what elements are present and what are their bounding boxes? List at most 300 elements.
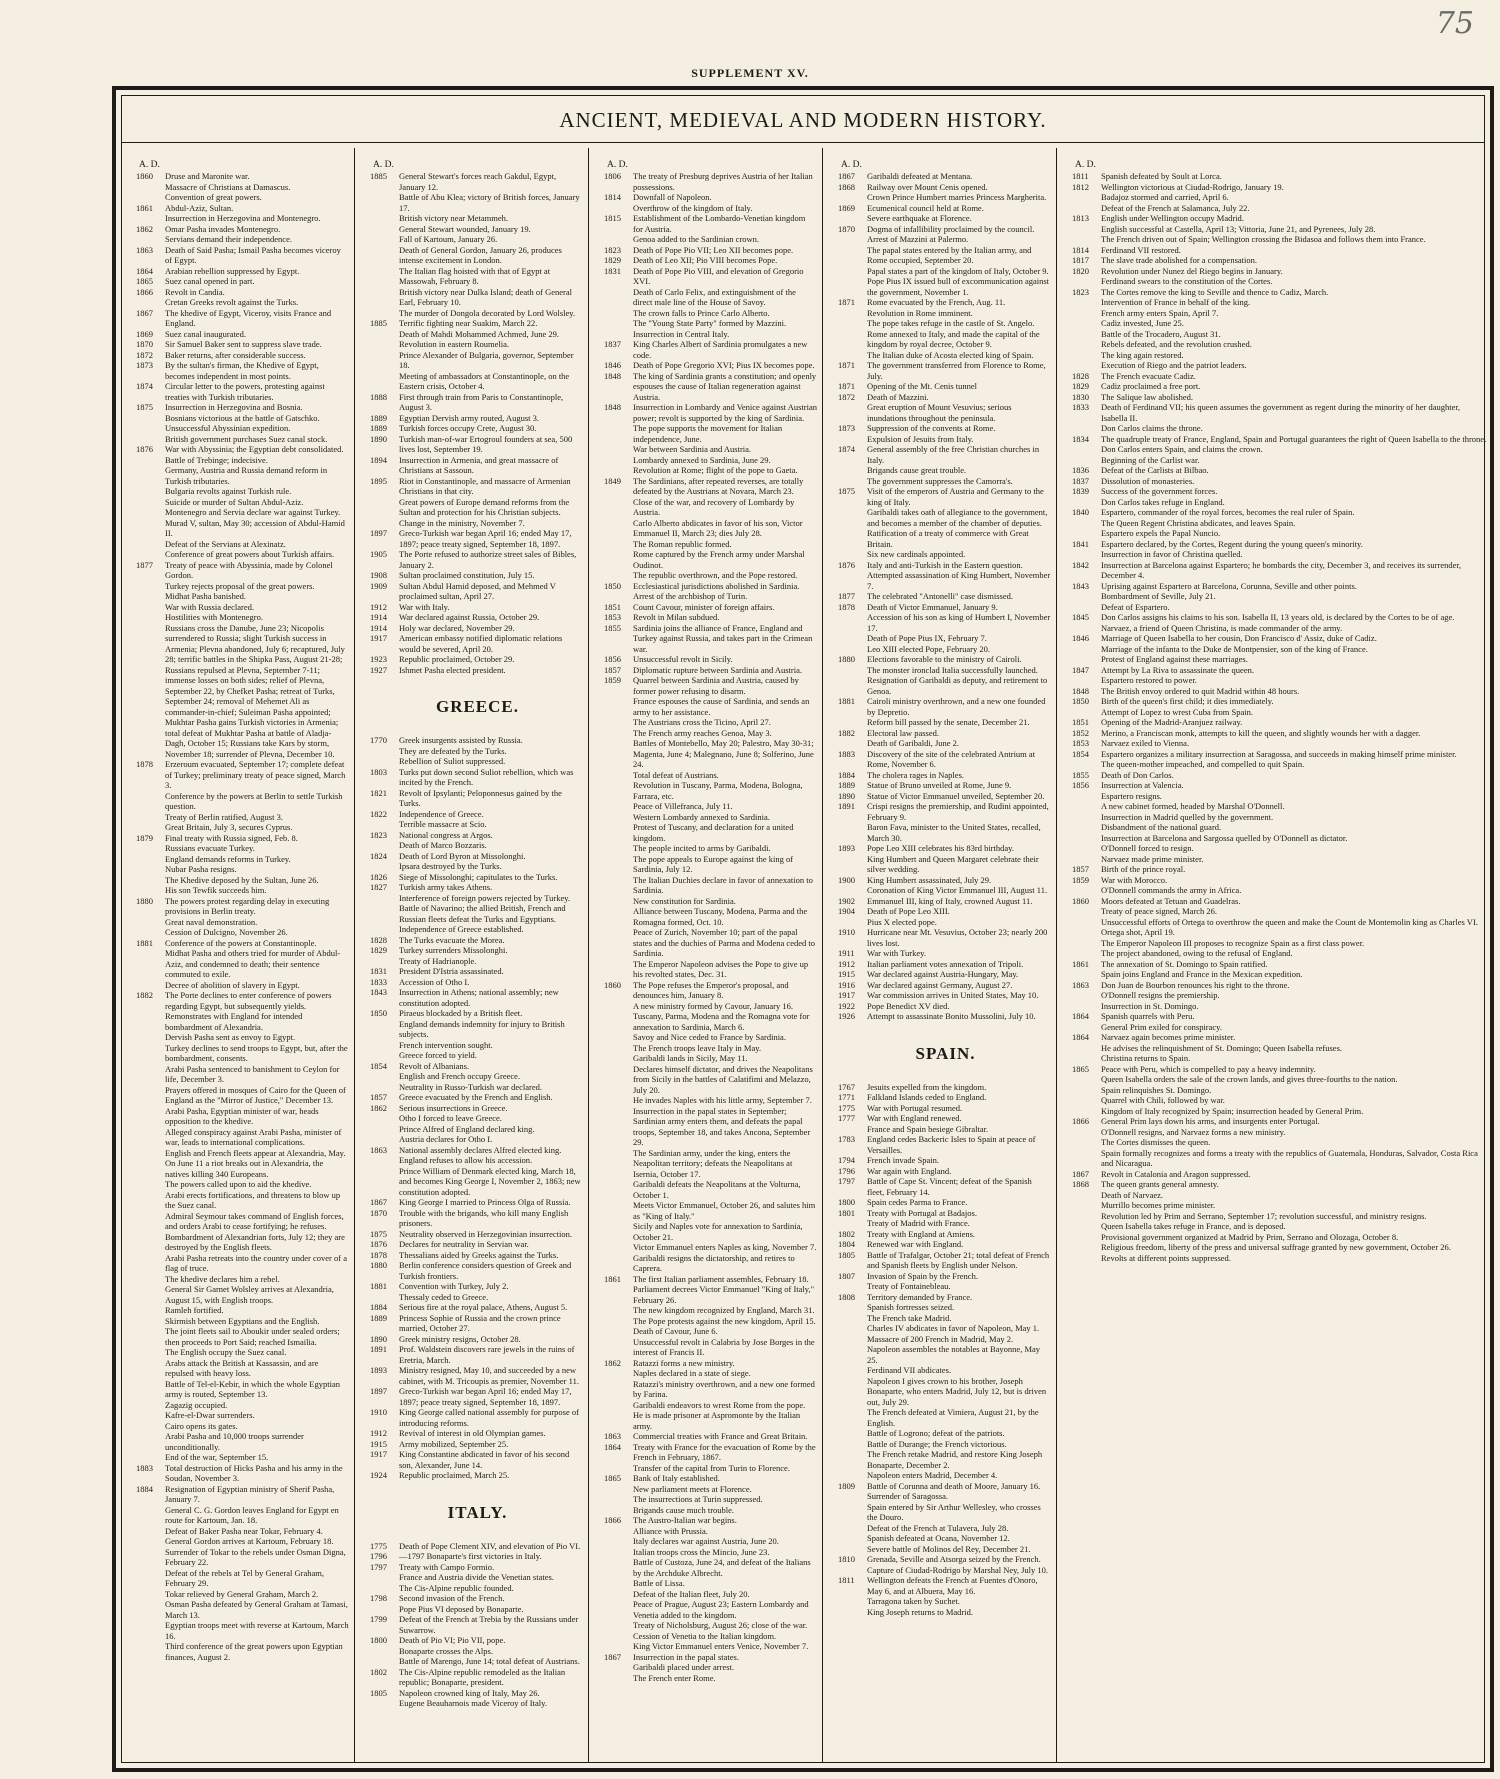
- entry-year: 1870: [838, 223, 855, 234]
- history-entry: [370, 1572, 585, 1583]
- entry-year: [370, 1604, 397, 1615]
- history-entry: [1072, 1169, 1489, 1180]
- history-entry: [136, 759, 351, 791]
- entry-year: [1072, 497, 1099, 508]
- entry-text: Murad V, sultan, May 30; accession of Abdul-Hamid II.: [165, 517, 345, 538]
- history-entry: [604, 266, 819, 287]
- entry-year: 1799: [370, 1614, 387, 1624]
- entry-text: Treaty of Madrid with France.: [867, 1218, 970, 1228]
- history-entry: [136, 339, 351, 350]
- entry-text: Erzeroum evacuated, September 17; complete defeat of Turkey; preliminary treaty of peace signed, March 3.: [165, 759, 346, 790]
- entry-year: [604, 1505, 631, 1516]
- entry-text: The queen grants general amnesty.: [1101, 1179, 1219, 1189]
- entry-text: Defeat of the French at Tulavera, July 28.: [867, 1522, 1009, 1533]
- entry-year: [604, 896, 631, 907]
- entry-text: French army enters Spain, April 7.: [1101, 307, 1219, 318]
- entry-year: 1822: [370, 808, 387, 819]
- history-entry: [604, 1473, 819, 1484]
- entry-year: 1867: [136, 307, 153, 318]
- entry-year: 1771: [838, 1092, 855, 1102]
- history-entry: [370, 861, 585, 872]
- history-entry: [838, 245, 1053, 266]
- entry-text: Greece forced to yield.: [399, 1050, 477, 1060]
- history-entry: [838, 770, 1053, 781]
- entry-text: Declares himself dictator, and drives the Neapolitans from Sicily in the battles of Calatifimi and Melazzo, July 20.: [633, 1063, 813, 1095]
- entry-year: [838, 318, 865, 329]
- entry-year: [1072, 1242, 1099, 1253]
- history-entry: [604, 213, 819, 234]
- entry-text: Massacre of 200 French in Madrid, May 2.: [867, 1333, 1014, 1344]
- entry-year: [604, 696, 631, 717]
- history-entry: [838, 1124, 1053, 1135]
- history-entry: [370, 1407, 585, 1428]
- history-entry: [136, 1452, 351, 1463]
- entry-text: Revolt of Ipsylanti; Peloponnesus gained by the Turks.: [399, 787, 562, 808]
- entry-year: [370, 350, 397, 371]
- entry-text: The annexation of St. Domingo to Spain ratified.: [1101, 958, 1268, 969]
- history-entry: [136, 1484, 351, 1505]
- entry-text: Defeat of the French at Salamanca, July 22.: [1101, 202, 1250, 213]
- entry-year: 1806: [604, 171, 621, 181]
- entry-text: Spanish defeated by Soult at Lorca.: [1101, 171, 1222, 181]
- history-entry: [1072, 276, 1489, 287]
- entry-text: Treaty of Berlin ratified, August 3.: [165, 811, 283, 822]
- entry-year: [1072, 812, 1099, 823]
- history-entry: [1072, 350, 1489, 361]
- history-entry: [136, 1379, 351, 1400]
- entry-year: 1904: [838, 906, 855, 916]
- entry-year: [136, 1358, 163, 1379]
- history-entry: [370, 1239, 585, 1250]
- entry-text: Napoleon I gives crown to his brother, Joseph Bonaparte, who enters Madrid, July 12, but is driven out, July 29.: [867, 1375, 1047, 1407]
- entry-year: [604, 1043, 631, 1054]
- history-entry: [838, 959, 1053, 970]
- entry-text: Bonaparte crosses the Alps.: [399, 1645, 493, 1656]
- entry-text: Egyptian Dervish army routed, August 3.: [399, 412, 539, 423]
- entry-year: [1072, 1232, 1099, 1243]
- entry-text: Severe earthquake at Florence.: [867, 213, 972, 223]
- entry-year: 1859: [1072, 874, 1089, 885]
- entry-text: Espartero declared, by the Cortes, Regent during the young queen's minority.: [1101, 538, 1363, 549]
- history-entry: [838, 875, 1053, 886]
- history-entry: [136, 486, 351, 497]
- entry-year: [370, 924, 397, 935]
- entry-text: Kafre-el-Dwar surrenders.: [165, 1410, 255, 1420]
- entry-year: 1883: [136, 1462, 153, 1473]
- history-entry: [604, 1578, 819, 1589]
- history-entry: [136, 1505, 351, 1526]
- entry-text: War declared against Austria-Hungary, May.: [867, 969, 1019, 979]
- entry-text: Naples declared in a state of siege.: [633, 1368, 751, 1378]
- entry-year: [838, 1565, 865, 1576]
- entry-text: O'Donnell resigns, and Narvaez forms a new ministry.: [1101, 1126, 1286, 1137]
- entry-text: Invasion of Spain by the French.: [867, 1270, 978, 1281]
- entry-text: Protest of Tuscany, and declaration for a united kingdom.: [633, 822, 794, 843]
- entry-year: [136, 602, 163, 613]
- entry-year: [604, 1662, 631, 1673]
- entry-text: His son Tewfik succeeds him.: [165, 885, 267, 895]
- history-entry: [370, 1688, 585, 1699]
- entry-year: 1796: [838, 1165, 855, 1176]
- entry-text: Elections favorable to the ministry of Cairoli.: [867, 654, 1022, 664]
- history-entry: [604, 591, 819, 602]
- history-entry: [370, 1019, 585, 1040]
- entry-year: [604, 1106, 631, 1148]
- entry-text: Death of Narvaez.: [1101, 1189, 1164, 1200]
- entry-year: 1860: [604, 979, 621, 990]
- entry-text: Defeat of Baker Pasha near Tokar, February 4.: [165, 1525, 323, 1536]
- entry-year: [136, 623, 163, 760]
- entry-year: 1851: [1072, 717, 1089, 727]
- entry-text: England demands reforms in Turkey.: [165, 853, 291, 864]
- entry-year: [838, 1449, 865, 1470]
- entry-year: [370, 1646, 397, 1657]
- history-entry: [370, 746, 585, 757]
- entry-text: Baron Fava, minister to the United States, recalled, March 30.: [867, 822, 1041, 843]
- history-entry: [370, 1562, 585, 1573]
- entry-year: [1072, 822, 1099, 833]
- history-entry: [136, 1190, 351, 1211]
- entry-year: [370, 1040, 397, 1051]
- entry-text: War again with England.: [867, 1165, 952, 1176]
- entry-text: Ortega shot, April 19.: [1101, 927, 1175, 937]
- entry-text: Meeting of ambassadors at Constantinople, on the Eastern crisis, October 4.: [399, 370, 570, 391]
- entry-text: Greco-Turkish war began April 16; ended May 17, 1897; peace treaty signed, September 18, 1897.: [399, 528, 572, 549]
- entry-text: Princess Sophie of Russia and the crown prince married, October 27.: [399, 1312, 561, 1333]
- entry-year: 1823: [1072, 286, 1089, 297]
- entry-year: 1802: [838, 1228, 855, 1239]
- entry-year: [1072, 885, 1099, 896]
- entry-text: Ratification of a treaty of commerce with Great Britain.: [867, 528, 1029, 549]
- entry-year: [604, 1032, 631, 1043]
- history-entry: [838, 665, 1053, 676]
- entry-text: The Khedive deposed by the Sultan, June 26.: [165, 874, 319, 885]
- entry-year: [370, 861, 397, 872]
- entry-text: Ministry resigned, May 10, and succeeded by a new cabinet, with M. Tricoupis as premier, November 11.: [399, 1365, 579, 1386]
- entry-year: 1882: [136, 990, 153, 1000]
- entry-year: [838, 675, 865, 696]
- entry-year: 1867: [604, 1651, 621, 1662]
- entry-year: [838, 266, 865, 277]
- entry-text: Holy war declared, November 29.: [399, 622, 515, 633]
- history-entry: [1072, 1043, 1489, 1054]
- page-title: ANCIENT, MEDIEVAL AND MODERN HISTORY.: [559, 108, 1047, 132]
- entry-year: 1891: [838, 801, 855, 811]
- entry-text: Crown Prince Humbert marries Princess Margherita.: [867, 192, 1047, 202]
- entry-text: Conference of great powers about Turkish affairs.: [165, 549, 335, 559]
- history-entry: [604, 1053, 819, 1064]
- history-entry: [1072, 381, 1489, 392]
- entry-text: British victory near Dulka Island; death of General Earl, February 10.: [399, 286, 573, 307]
- entry-text: Territory demanded by France.: [867, 1291, 973, 1302]
- entry-year: 1865: [1072, 1063, 1089, 1074]
- entry-year: [838, 717, 865, 728]
- entry-year: 1876: [136, 444, 153, 454]
- entry-text: Turkey rejects proposal of the great powers.: [165, 580, 315, 591]
- history-entry: [136, 1232, 351, 1253]
- history-entry: [838, 1271, 1053, 1282]
- entry-year: 1871: [838, 297, 855, 307]
- entry-text: Terrible massacre at Scio.: [399, 819, 487, 829]
- history-entry: [370, 287, 585, 308]
- entry-year: 1889: [370, 423, 387, 433]
- entry-year: 1868: [838, 181, 855, 192]
- entry-text: American embassy notified diplomatic relations would be severed, April 20.: [399, 633, 563, 654]
- history-entry: [604, 1242, 819, 1253]
- entry-year: 1923: [370, 654, 387, 664]
- history-entry: [838, 381, 1053, 392]
- history-entry: [604, 1284, 819, 1305]
- entry-text: Defeat of the Carlists at Bilbao.: [1101, 465, 1209, 475]
- history-entry: [136, 203, 351, 214]
- entry-text: Six new cardinals appointed.: [867, 549, 966, 559]
- entry-text: Revolts at different points suppressed.: [1101, 1252, 1231, 1263]
- entry-text: English and French occupy Greece.: [399, 1071, 521, 1081]
- entry-text: The pope appeals to Europe against the king of Sardinia, July 12.: [633, 853, 794, 874]
- history-entry: [604, 1337, 819, 1358]
- entry-year: [370, 1113, 397, 1124]
- entry-year: [604, 1148, 631, 1180]
- entry-text: The slave trade abolished for a compensation.: [1101, 255, 1258, 265]
- history-entry: [604, 539, 819, 550]
- entry-year: 1915: [838, 969, 855, 979]
- history-entry: [604, 959, 819, 980]
- entry-year: [604, 549, 631, 570]
- entry-year: 1852: [1072, 727, 1089, 738]
- entry-year: [1072, 1253, 1099, 1264]
- entry-text: Ishmet Pasha elected president.: [399, 664, 506, 675]
- entry-text: The crown falls to Prince Carlo Alberto.: [633, 307, 770, 318]
- history-entry: [136, 1316, 351, 1327]
- entry-text: Napoleon assembles the notables at Bayonne, May 25.: [867, 1344, 1041, 1365]
- entry-year: [136, 591, 163, 602]
- entry-year: 1897: [370, 1386, 387, 1396]
- entry-text: The Roman republic formed.: [633, 538, 732, 549]
- entry-year: 1827: [370, 882, 387, 892]
- entry-year: [838, 1596, 865, 1607]
- entry-text: Death of Victor Emmanuel, January 9.: [867, 601, 998, 612]
- entry-text: Piraeus blockaded by a British fleet.: [399, 1008, 523, 1018]
- entry-text: Austria declares for Otho I.: [399, 1134, 493, 1144]
- history-entry: [838, 423, 1053, 434]
- history-entry: [604, 1620, 819, 1631]
- history-entry: [370, 1635, 585, 1646]
- entry-year: [370, 339, 397, 350]
- entry-year: [136, 1011, 163, 1032]
- entry-year: [838, 276, 865, 297]
- entry-text: Revolt in Candia.: [165, 286, 225, 297]
- history-entry: [370, 819, 585, 830]
- entry-year: [136, 1589, 163, 1600]
- entry-text: Arabi Pasha retreats into the country under cover of a flag of truce.: [165, 1252, 347, 1273]
- history-entry: [370, 329, 585, 340]
- history-entry: [838, 717, 1053, 728]
- history-entry: [136, 843, 351, 854]
- history-entry: [370, 1260, 585, 1281]
- entry-text: Surrender of Saragossa.: [867, 1491, 948, 1501]
- entry-text: Battle of Trebinge; indecisive.: [165, 454, 268, 465]
- history-entry: [604, 339, 819, 360]
- entry-year: 1874: [136, 381, 153, 391]
- entry-text: Suez canal inaugurated.: [165, 328, 246, 339]
- entry-year: [136, 1641, 163, 1662]
- entry-year: [1072, 759, 1099, 770]
- history-entry: [136, 854, 351, 865]
- entry-year: 1823: [604, 244, 621, 255]
- history-entry: [838, 1218, 1053, 1229]
- entry-text: Treaty of Hadrianople.: [399, 955, 477, 966]
- entry-text: Death of Marco Bozzaris.: [399, 840, 487, 850]
- history-entry: [838, 654, 1053, 665]
- history-entry: [1072, 1095, 1489, 1106]
- entry-text: Don Carlos assigns his claims to his son. Isabella II, 13 years old, is declared by the Cortes to be of age.: [1101, 612, 1455, 622]
- entry-text: Attempt to assassinate Bonito Mussolini, July 10.: [867, 1011, 1036, 1021]
- entry-year: [838, 434, 865, 445]
- entry-year: [1072, 518, 1099, 529]
- history-entry: [1072, 812, 1489, 823]
- history-entry: [370, 945, 585, 956]
- entry-year: [1072, 990, 1099, 1001]
- entry-year: [1072, 1137, 1099, 1148]
- entry-text: First through train from Paris to Constantinople, August 3.: [399, 391, 564, 412]
- entry-text: Second invasion of the French.: [399, 1593, 505, 1603]
- history-entry: [136, 1106, 351, 1127]
- entry-year: [1072, 1106, 1099, 1117]
- history-entry: [136, 192, 351, 203]
- entry-text: Nubar Pasha resigns.: [165, 864, 237, 874]
- history-entry: [838, 612, 1053, 633]
- entry-year: 1833: [1072, 402, 1089, 412]
- entry-text: The joint fleets sail to Aboukir under sealed orders; then proceeds to Port Said; reached Ismailia.: [165, 1326, 340, 1347]
- entry-text: Independence of Greece established.: [399, 924, 524, 934]
- entry-year: [136, 1536, 163, 1547]
- entry-year: 1855: [1072, 769, 1089, 780]
- entry-text: Quarrel with Chili, followed by war.: [1101, 1095, 1225, 1105]
- history-entry: [604, 1274, 819, 1285]
- history-entry: [1072, 633, 1489, 644]
- history-entry: [370, 987, 585, 1008]
- history-entry: [604, 255, 819, 266]
- history-entry: [604, 1505, 819, 1516]
- entry-text: Insurrection in Armenia, and great massacre of Christians at Sassoun.: [399, 454, 559, 475]
- entry-year: [136, 1305, 163, 1316]
- history-entry: [136, 308, 351, 329]
- entry-year: [838, 549, 865, 560]
- entry-text: Conference by the powers at Berlin to settle Turkish question.: [165, 790, 343, 811]
- entry-year: [838, 1218, 865, 1229]
- entry-text: The "Young State Party" formed by Mazzini.: [633, 318, 787, 328]
- history-entry: [604, 1368, 819, 1379]
- entry-year: 1853: [1072, 738, 1089, 748]
- entry-text: Great Britain, July 3, secures Cyprus.: [165, 822, 293, 832]
- entry-year: [370, 840, 397, 851]
- entry-year: 1849: [604, 475, 621, 486]
- history-entry: [838, 549, 1053, 560]
- entry-year: [136, 507, 163, 518]
- entry-year: [136, 465, 163, 486]
- history-entry: [1072, 854, 1489, 865]
- entry-year: 1916: [838, 979, 855, 990]
- entry-year: [370, 224, 397, 235]
- entry-year: [136, 234, 163, 245]
- entry-year: [136, 1043, 163, 1064]
- entry-year: [1072, 203, 1099, 214]
- entry-year: 1833: [370, 976, 387, 987]
- history-entry: [604, 1200, 819, 1221]
- entry-year: [136, 1526, 163, 1537]
- history-entry: [136, 864, 351, 875]
- entry-year: [1072, 675, 1099, 686]
- entry-text: England cedes Backeric Isles to Spain at peace of Versailles.: [867, 1134, 1036, 1155]
- history-entry: [604, 465, 819, 476]
- entry-year: [136, 875, 163, 886]
- entry-year: [838, 402, 865, 423]
- entry-text: Insurrection in Madrid quelled by the government.: [1101, 811, 1274, 822]
- entry-year: 1926: [838, 1011, 855, 1021]
- entry-text: Great naval demonstration.: [165, 916, 258, 927]
- entry-year: [604, 287, 631, 308]
- entry-text: Spain entered by Sir Arthur Wellesley, who crosses the Douro.: [867, 1501, 1041, 1522]
- history-entry: [1072, 539, 1489, 550]
- entry-text: Rome annexed to Italy, and made the capital of the kingdom by royal decree, October 9.: [867, 328, 1040, 349]
- entry-year: [604, 539, 631, 550]
- entry-text: Garibaldi defeats the Neapolitans at the Volturna, October 1.: [633, 1179, 801, 1200]
- history-entry: [1072, 969, 1489, 980]
- entry-year: [370, 1166, 397, 1198]
- history-entry: [1072, 675, 1489, 686]
- history-entry: [370, 756, 585, 767]
- entry-text: Battle of Abu Klea; victory of British forces, January 17.: [399, 192, 580, 213]
- entry-text: The powers called upon to aid the khedive.: [165, 1179, 312, 1189]
- entry-text: Death of Don Carlos.: [1101, 769, 1174, 780]
- entry-year: 1864: [1072, 1032, 1089, 1042]
- history-entry: [604, 1358, 819, 1369]
- entry-text: Falkland Islands ceded to England.: [867, 1092, 987, 1102]
- entry-year: [604, 1484, 631, 1495]
- history-entry: [838, 297, 1053, 308]
- entry-text: Remonstrates with England for intended bombardment of Alexandria.: [165, 1011, 303, 1032]
- history-entry: [838, 171, 1053, 182]
- history-entry: [370, 1008, 585, 1019]
- history-entry: [838, 885, 1053, 896]
- history-entry: [838, 1449, 1053, 1470]
- history-entry: [136, 1536, 351, 1547]
- entry-year: [136, 917, 163, 928]
- history-entry: [370, 1334, 585, 1345]
- history-entry: [370, 1145, 585, 1156]
- history-entry: [136, 1211, 351, 1232]
- entry-text: The Cortes dismisses the queen.: [1101, 1137, 1211, 1147]
- history-entry: [136, 1011, 351, 1032]
- history-column-2: [356, 148, 589, 1762]
- history-entry: [838, 276, 1053, 297]
- history-entry: [370, 1281, 585, 1292]
- entry-text: Disbandment of the national guard.: [1101, 822, 1222, 832]
- entry-text: Arabi Pasha sentenced to banishment to Ceylon for life, December 3.: [165, 1063, 340, 1084]
- history-entry: [136, 518, 351, 539]
- entry-year: 1862: [370, 1102, 387, 1113]
- history-entry: [1072, 339, 1489, 350]
- history-entry: [136, 948, 351, 980]
- history-entry: [1072, 875, 1489, 886]
- entry-text: Moors defeated at Tetuan and Guadelras.: [1101, 895, 1241, 906]
- entry-text: Attempted assassination of King Humbert, November 7.: [867, 570, 1051, 591]
- entry-year: [1072, 360, 1099, 371]
- history-entry: [370, 1698, 585, 1709]
- entry-text: Berlin conference considers question of Greek and Turkish frontiers.: [399, 1260, 572, 1281]
- history-entry: [370, 830, 585, 841]
- history-entry: [604, 287, 819, 308]
